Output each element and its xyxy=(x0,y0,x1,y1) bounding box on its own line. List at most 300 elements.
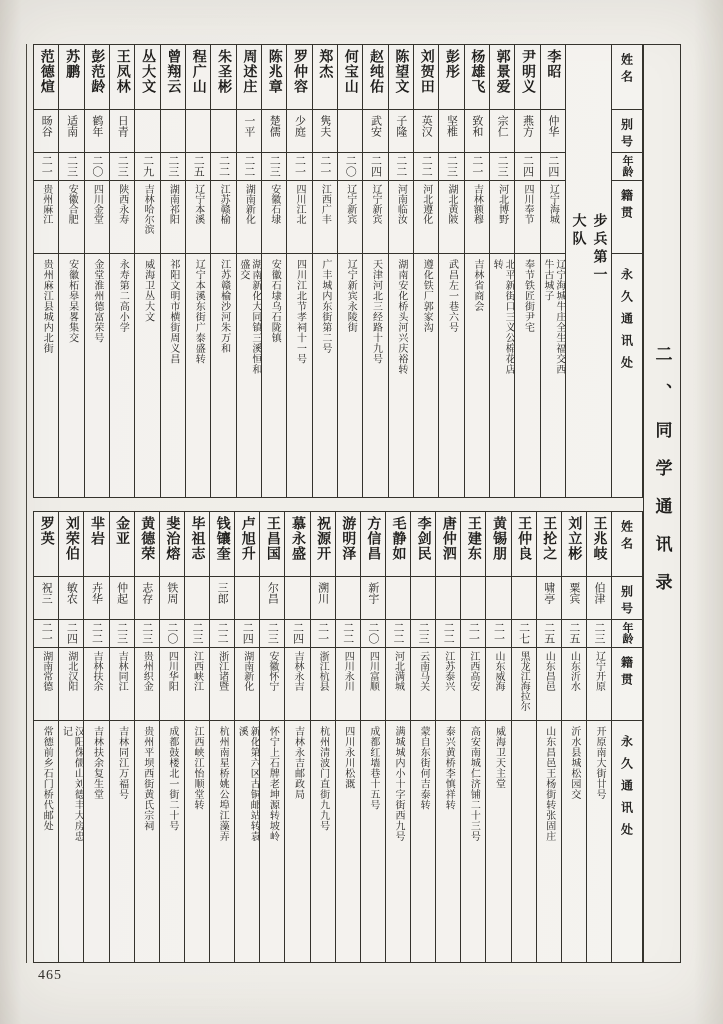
member-alias: 仲起 xyxy=(115,582,128,604)
member-native-cell xyxy=(336,648,360,721)
member-alias-cell xyxy=(135,577,159,620)
member-native-cell xyxy=(363,181,387,254)
member-age: 二七 xyxy=(517,622,530,644)
member-native-cell xyxy=(562,648,586,721)
member-name: 王昌国 xyxy=(264,516,280,561)
member-native-place: 吉林同江 xyxy=(116,651,128,691)
member-address-cell xyxy=(562,721,586,962)
member-native-cell xyxy=(185,648,209,721)
member-address-cell xyxy=(34,721,58,962)
member-name: 斐治熔 xyxy=(164,516,180,561)
member-alias-cell xyxy=(512,577,536,620)
member-native-place: 江西峡江 xyxy=(191,651,203,691)
member-native-cell xyxy=(211,181,235,254)
member-name: 罗英 xyxy=(38,516,54,546)
member-name: 彭范龄 xyxy=(89,49,105,94)
member-address: 满城城内小十字街西九号 xyxy=(392,726,404,842)
member-native-place: 浙江诸暨 xyxy=(216,651,228,691)
member-age-cell xyxy=(311,620,335,648)
member-age-cell xyxy=(262,153,286,181)
member-address-cell xyxy=(436,721,460,962)
member-age-cell xyxy=(386,620,410,648)
member-age: 二一 xyxy=(293,155,306,177)
member-alias: 啸亭 xyxy=(542,582,555,604)
member-column xyxy=(234,512,259,962)
member-age: 二四 xyxy=(291,622,304,644)
column-header-name: 姓名 xyxy=(612,45,642,110)
member-age-cell xyxy=(465,153,489,181)
member-native-cell xyxy=(515,181,539,254)
member-age-cell xyxy=(512,620,536,648)
column-header-address: 永久通讯处 xyxy=(619,735,634,845)
member-native-cell xyxy=(235,648,259,721)
member-age: 二三 xyxy=(65,155,78,177)
member-address-cell xyxy=(439,254,463,497)
member-age: 二一 xyxy=(316,622,329,644)
member-age: 二三 xyxy=(116,155,129,177)
member-alias: 伯津 xyxy=(592,582,605,604)
member-alias: 楚儒 xyxy=(268,115,281,137)
member-address-cell xyxy=(235,721,259,962)
member-age: 二一 xyxy=(492,622,505,644)
member-name: 罗仲容 xyxy=(292,49,308,94)
member-address-cell xyxy=(110,254,134,497)
member-name: 方信昌 xyxy=(365,516,381,561)
member-address: 杭州南星桥姚公埠江藻弄 xyxy=(217,726,229,842)
member-name: 黄德荣 xyxy=(139,516,155,561)
member-column xyxy=(210,45,235,497)
member-native-place: 河南临汝 xyxy=(395,184,407,224)
member-alias-cell xyxy=(414,110,438,153)
member-age: 二三 xyxy=(268,155,281,177)
member-age-cell xyxy=(59,620,83,648)
member-name: 范德煊 xyxy=(38,49,54,94)
member-alias: 溯川 xyxy=(316,582,329,604)
member-column xyxy=(385,512,410,962)
member-name-cell xyxy=(161,45,185,110)
member-column xyxy=(388,45,413,497)
member-alias: 志存 xyxy=(140,582,153,604)
member-address-cell xyxy=(361,721,385,962)
member-address: 威海卫天主堂 xyxy=(493,726,505,789)
member-native-cell xyxy=(439,181,463,254)
member-alias-cell xyxy=(161,110,185,153)
member-alias-cell xyxy=(411,577,435,620)
member-age-cell xyxy=(461,620,485,648)
member-column xyxy=(540,45,565,497)
member-address: 广丰城内东街第二号 xyxy=(319,259,331,354)
member-address-cell xyxy=(486,721,510,962)
member-native-cell xyxy=(237,181,261,254)
member-age-cell xyxy=(490,153,514,181)
member-native-cell xyxy=(110,648,134,721)
table-infantry-first-battalion xyxy=(33,44,643,498)
member-alias: 祝三 xyxy=(40,582,53,604)
member-native-place: 河北博野 xyxy=(496,184,508,224)
member-age: 二一 xyxy=(470,155,483,177)
member-address: 安徽柘皋杲畧集交 xyxy=(66,259,78,343)
member-name-cell xyxy=(363,45,387,110)
member-address: 湖南安化桥头河兴庆裕转 xyxy=(395,259,407,375)
member-alias-cell xyxy=(285,577,309,620)
member-address-cell xyxy=(386,721,410,962)
table-second-group xyxy=(33,511,643,963)
member-native-cell xyxy=(135,181,159,254)
book-title: 二、同学通讯录 xyxy=(652,345,672,611)
member-column xyxy=(261,45,286,497)
member-address-cell xyxy=(210,721,234,962)
member-address-cell xyxy=(363,254,387,497)
member-address: 成都鼓楼北一街二十号 xyxy=(166,726,178,831)
member-address-cell xyxy=(541,254,565,497)
member-name-cell xyxy=(84,512,108,577)
member-column xyxy=(464,45,489,497)
member-age-cell xyxy=(237,153,261,181)
member-alias-cell xyxy=(210,577,234,620)
member-native-cell xyxy=(34,181,58,254)
member-column xyxy=(335,512,360,962)
member-column xyxy=(34,45,58,497)
member-alias-cell xyxy=(436,577,460,620)
member-alias-cell xyxy=(313,110,337,153)
member-address-cell xyxy=(587,721,611,962)
member-column xyxy=(337,45,362,497)
member-name: 黄锡朋 xyxy=(490,516,506,561)
member-age-cell xyxy=(235,620,259,648)
member-column xyxy=(58,45,83,497)
member-address-cell xyxy=(461,721,485,962)
member-column xyxy=(514,45,539,497)
member-native-place: 云南马关 xyxy=(417,651,429,691)
member-alias: 子隆 xyxy=(394,115,407,137)
member-column xyxy=(360,512,385,962)
member-age-cell xyxy=(414,153,438,181)
member-name-cell xyxy=(414,45,438,110)
member-native-cell xyxy=(414,181,438,254)
members-columns-bottom xyxy=(34,512,611,962)
member-native-place: 四川富顺 xyxy=(367,651,379,691)
member-age: 二〇 xyxy=(90,155,103,177)
member-address-cell xyxy=(185,721,209,962)
member-name: 刘贺田 xyxy=(418,49,434,94)
member-address: 北平新街口三义公棉花店转 xyxy=(491,259,515,375)
member-address: 遵化铁厂郭家沟 xyxy=(421,259,433,333)
member-name-cell xyxy=(262,45,286,110)
member-alias-cell xyxy=(262,110,286,153)
column-header-age: 年龄 xyxy=(612,620,642,648)
member-name-cell xyxy=(260,512,284,577)
member-column xyxy=(185,45,210,497)
member-alias-cell xyxy=(386,577,410,620)
member-native-place: 安徽石埭 xyxy=(268,184,280,224)
member-column xyxy=(160,45,185,497)
member-native-place: 辽宁海城 xyxy=(547,184,559,224)
member-native-cell xyxy=(161,181,185,254)
member-column xyxy=(134,512,159,962)
member-alias-cell xyxy=(186,110,210,153)
member-native-cell xyxy=(260,648,284,721)
column-header-alias: 别号 xyxy=(612,577,642,620)
member-name: 尹明义 xyxy=(520,49,535,94)
member-address-cell xyxy=(411,721,435,962)
member-age-cell xyxy=(361,620,385,648)
member-age-cell xyxy=(110,620,134,648)
member-alias: 宗仁 xyxy=(496,115,509,137)
member-age: 二三 xyxy=(496,155,509,177)
member-address-cell xyxy=(59,254,83,497)
member-age-cell xyxy=(562,620,586,648)
member-column xyxy=(511,512,536,962)
member-age: 二〇 xyxy=(165,622,178,644)
member-column xyxy=(586,512,611,962)
member-address: 吉林同江万福号 xyxy=(116,726,128,800)
column-header-alias: 别号 xyxy=(612,110,642,153)
member-native-place: 湖北黄陂 xyxy=(446,184,458,224)
member-name: 周述庄 xyxy=(241,49,257,94)
member-native-place: 山东威海 xyxy=(492,651,504,691)
member-address-cell xyxy=(465,254,489,497)
member-address-cell xyxy=(389,254,413,497)
member-address-cell xyxy=(34,254,58,497)
member-name-cell xyxy=(490,45,514,110)
member-name-cell xyxy=(185,512,209,577)
member-native-place: 辽宁本溪 xyxy=(192,184,204,224)
member-name-cell xyxy=(59,512,83,577)
member-address: 武昌左一巷六号 xyxy=(446,259,458,333)
member-name-cell xyxy=(465,45,489,110)
member-name: 郭景爱 xyxy=(494,49,510,94)
member-address: 江苏赣榆沙河朱万和 xyxy=(218,259,230,354)
column-headers-bottom xyxy=(611,512,642,962)
member-address: 杭州清波门直街九九号 xyxy=(317,726,329,831)
member-name: 程广山 xyxy=(190,49,206,94)
member-native-place: 湖北汉阳 xyxy=(65,651,77,691)
member-native-cell xyxy=(411,648,435,721)
member-age-cell xyxy=(186,153,210,181)
member-column xyxy=(536,512,561,962)
member-alias-cell xyxy=(237,110,261,153)
member-native-place: 黑龙江海拉尔 xyxy=(518,651,530,711)
member-column xyxy=(83,512,108,962)
member-age: 二五 xyxy=(192,155,205,177)
member-native-cell xyxy=(313,181,337,254)
member-age: 二四 xyxy=(369,155,382,177)
member-address: 泰兴黄桥李慎祥转 xyxy=(443,726,455,810)
member-native-place: 吉林哈尔滨 xyxy=(142,184,154,234)
member-age: 二二 xyxy=(216,622,229,644)
member-age: 二二 xyxy=(90,622,103,644)
member-alias-cell xyxy=(260,577,284,620)
member-name-cell xyxy=(389,45,413,110)
member-column xyxy=(561,512,586,962)
book-title-column xyxy=(643,44,681,963)
member-alias-cell xyxy=(562,577,586,620)
member-address: 成都红墙巷十五号 xyxy=(367,726,379,810)
member-column xyxy=(312,45,337,497)
member-name: 金亚 xyxy=(114,516,130,546)
member-native-place: 湖南常德 xyxy=(40,651,52,691)
member-native-cell xyxy=(461,648,485,721)
member-name-cell xyxy=(338,45,362,110)
member-alias-cell xyxy=(185,577,209,620)
member-name: 唐仲泗 xyxy=(440,516,456,561)
member-age: 二一 xyxy=(40,155,53,177)
member-age: 二二 xyxy=(420,155,433,177)
member-native-cell xyxy=(287,181,311,254)
member-age: 二三 xyxy=(115,622,128,644)
member-column xyxy=(485,512,510,962)
member-native-place: 河北遵化 xyxy=(420,184,432,224)
directory-table-block xyxy=(33,44,681,963)
member-age-cell xyxy=(135,620,159,648)
member-native-place: 四川江北 xyxy=(294,184,306,224)
member-native-place: 安徽合肥 xyxy=(66,184,78,224)
member-column xyxy=(413,45,438,497)
member-age: 二三 xyxy=(445,155,458,177)
member-age: 二三 xyxy=(417,622,430,644)
member-native-cell xyxy=(338,181,362,254)
member-address-cell xyxy=(338,254,362,497)
member-alias: 卉华 xyxy=(90,582,103,604)
member-address: 金堂淮州德富荣号 xyxy=(91,259,103,343)
member-age-cell xyxy=(84,620,108,648)
member-alias: 日青 xyxy=(116,115,129,137)
member-native-cell xyxy=(186,181,210,254)
member-name: 朱圣彬 xyxy=(216,49,232,94)
member-native-place: 山东沂水 xyxy=(568,651,580,691)
member-age: 二二 xyxy=(391,622,404,644)
member-age-cell xyxy=(411,620,435,648)
member-name-cell xyxy=(386,512,410,577)
member-alias-cell xyxy=(541,110,565,153)
member-alias: 三郎 xyxy=(216,582,229,604)
member-native-place: 浙江杭县 xyxy=(317,651,329,691)
member-name: 陈兆章 xyxy=(266,49,282,94)
member-age-cell xyxy=(439,153,463,181)
member-native-place: 湖南新化 xyxy=(243,184,255,224)
member-name-cell xyxy=(313,45,337,110)
member-address: 奉节铁匠街尹宅 xyxy=(522,259,534,333)
member-alias-cell xyxy=(338,110,362,153)
member-address: 开原南大街廿号 xyxy=(593,726,605,800)
member-age: 二三 xyxy=(190,622,203,644)
member-alias: 旸谷 xyxy=(40,115,53,137)
member-alias: 铁周 xyxy=(165,582,178,604)
tables-area xyxy=(33,44,643,963)
member-age: 二三 xyxy=(592,622,605,644)
member-address: 天津河北三经路十九号 xyxy=(370,259,382,364)
member-name: 钱镶奎 xyxy=(214,516,230,561)
member-native-cell xyxy=(386,648,410,721)
member-name-cell xyxy=(436,512,460,577)
member-age: 二五 xyxy=(542,622,555,644)
member-age-cell xyxy=(338,153,362,181)
member-address: 吉林扶余复生堂 xyxy=(91,726,103,800)
member-address-cell xyxy=(512,721,536,962)
member-alias: 敏农 xyxy=(65,582,78,604)
member-name-cell xyxy=(110,45,134,110)
member-alias-cell xyxy=(287,110,311,153)
member-name: 王仲良 xyxy=(516,516,532,561)
member-age-cell xyxy=(210,620,234,648)
member-native-cell xyxy=(84,648,108,721)
member-alias-cell xyxy=(486,577,510,620)
member-age-cell xyxy=(486,620,510,648)
member-native-cell xyxy=(537,648,561,721)
member-column xyxy=(184,512,209,962)
member-name-cell xyxy=(211,45,235,110)
member-age: 二〇 xyxy=(344,155,357,177)
member-alias-cell xyxy=(336,577,360,620)
column-header-name: 姓名 xyxy=(612,512,642,577)
member-age-cell xyxy=(260,620,284,648)
members-columns-top xyxy=(34,45,565,497)
member-name-cell xyxy=(85,45,109,110)
member-address: 新化第六区古铜邮站转袁溪 xyxy=(236,726,260,842)
member-name-cell xyxy=(587,512,611,577)
member-alias-cell xyxy=(135,110,159,153)
member-name: 曾翔云 xyxy=(165,49,181,94)
member-name: 王抡之 xyxy=(541,516,557,561)
member-name: 郑杰 xyxy=(317,49,333,79)
member-native-place: 湖南新化 xyxy=(241,651,253,691)
member-alias: 尔昌 xyxy=(266,582,279,604)
member-age-cell xyxy=(587,620,611,648)
member-column xyxy=(284,512,309,962)
column-header-age: 年龄 xyxy=(612,153,642,181)
member-address-cell xyxy=(135,254,159,497)
member-name-cell xyxy=(461,512,485,577)
member-name: 卢旭升 xyxy=(239,516,255,561)
member-alias: 仲华 xyxy=(546,115,559,137)
member-native-place: 陕西永寿 xyxy=(116,184,128,224)
member-address-cell xyxy=(260,721,284,962)
member-name: 赵纯佑 xyxy=(368,49,384,94)
member-native-place: 四川华阳 xyxy=(166,651,178,691)
member-name: 何宝山 xyxy=(342,49,358,94)
member-column xyxy=(109,512,134,962)
column-header-address: 永久通讯处 xyxy=(619,268,634,378)
member-age-cell xyxy=(515,153,539,181)
member-native-place: 辽宁新宾 xyxy=(370,184,382,224)
member-alias: 隽夫 xyxy=(318,115,331,137)
member-alias-cell xyxy=(311,577,335,620)
member-column xyxy=(362,45,387,497)
member-alias-cell xyxy=(361,577,385,620)
member-column xyxy=(259,512,284,962)
member-native-cell xyxy=(541,181,565,254)
member-alias-cell xyxy=(85,110,109,153)
member-address: 永寿第二高小学 xyxy=(117,259,129,333)
member-age: 二〇 xyxy=(366,622,379,644)
member-name-cell xyxy=(237,45,261,110)
member-age-cell xyxy=(541,153,565,181)
member-age: 二三 xyxy=(140,622,153,644)
member-native-cell xyxy=(361,648,385,721)
member-age-cell xyxy=(34,620,58,648)
member-native-place: 江苏赣榆 xyxy=(218,184,230,224)
member-age: 二一 xyxy=(318,155,331,177)
member-column xyxy=(310,512,335,962)
member-address: 贵州平坝西街黄氏宗祠 xyxy=(141,726,153,831)
member-alias-cell xyxy=(515,110,539,153)
column-headers-top xyxy=(611,45,642,497)
member-address: 高安南城仁济铺二十三号 xyxy=(468,726,480,842)
member-age-cell xyxy=(85,153,109,181)
member-alias-cell xyxy=(363,110,387,153)
member-age-cell xyxy=(313,153,337,181)
member-alias: 燕方 xyxy=(521,115,534,137)
